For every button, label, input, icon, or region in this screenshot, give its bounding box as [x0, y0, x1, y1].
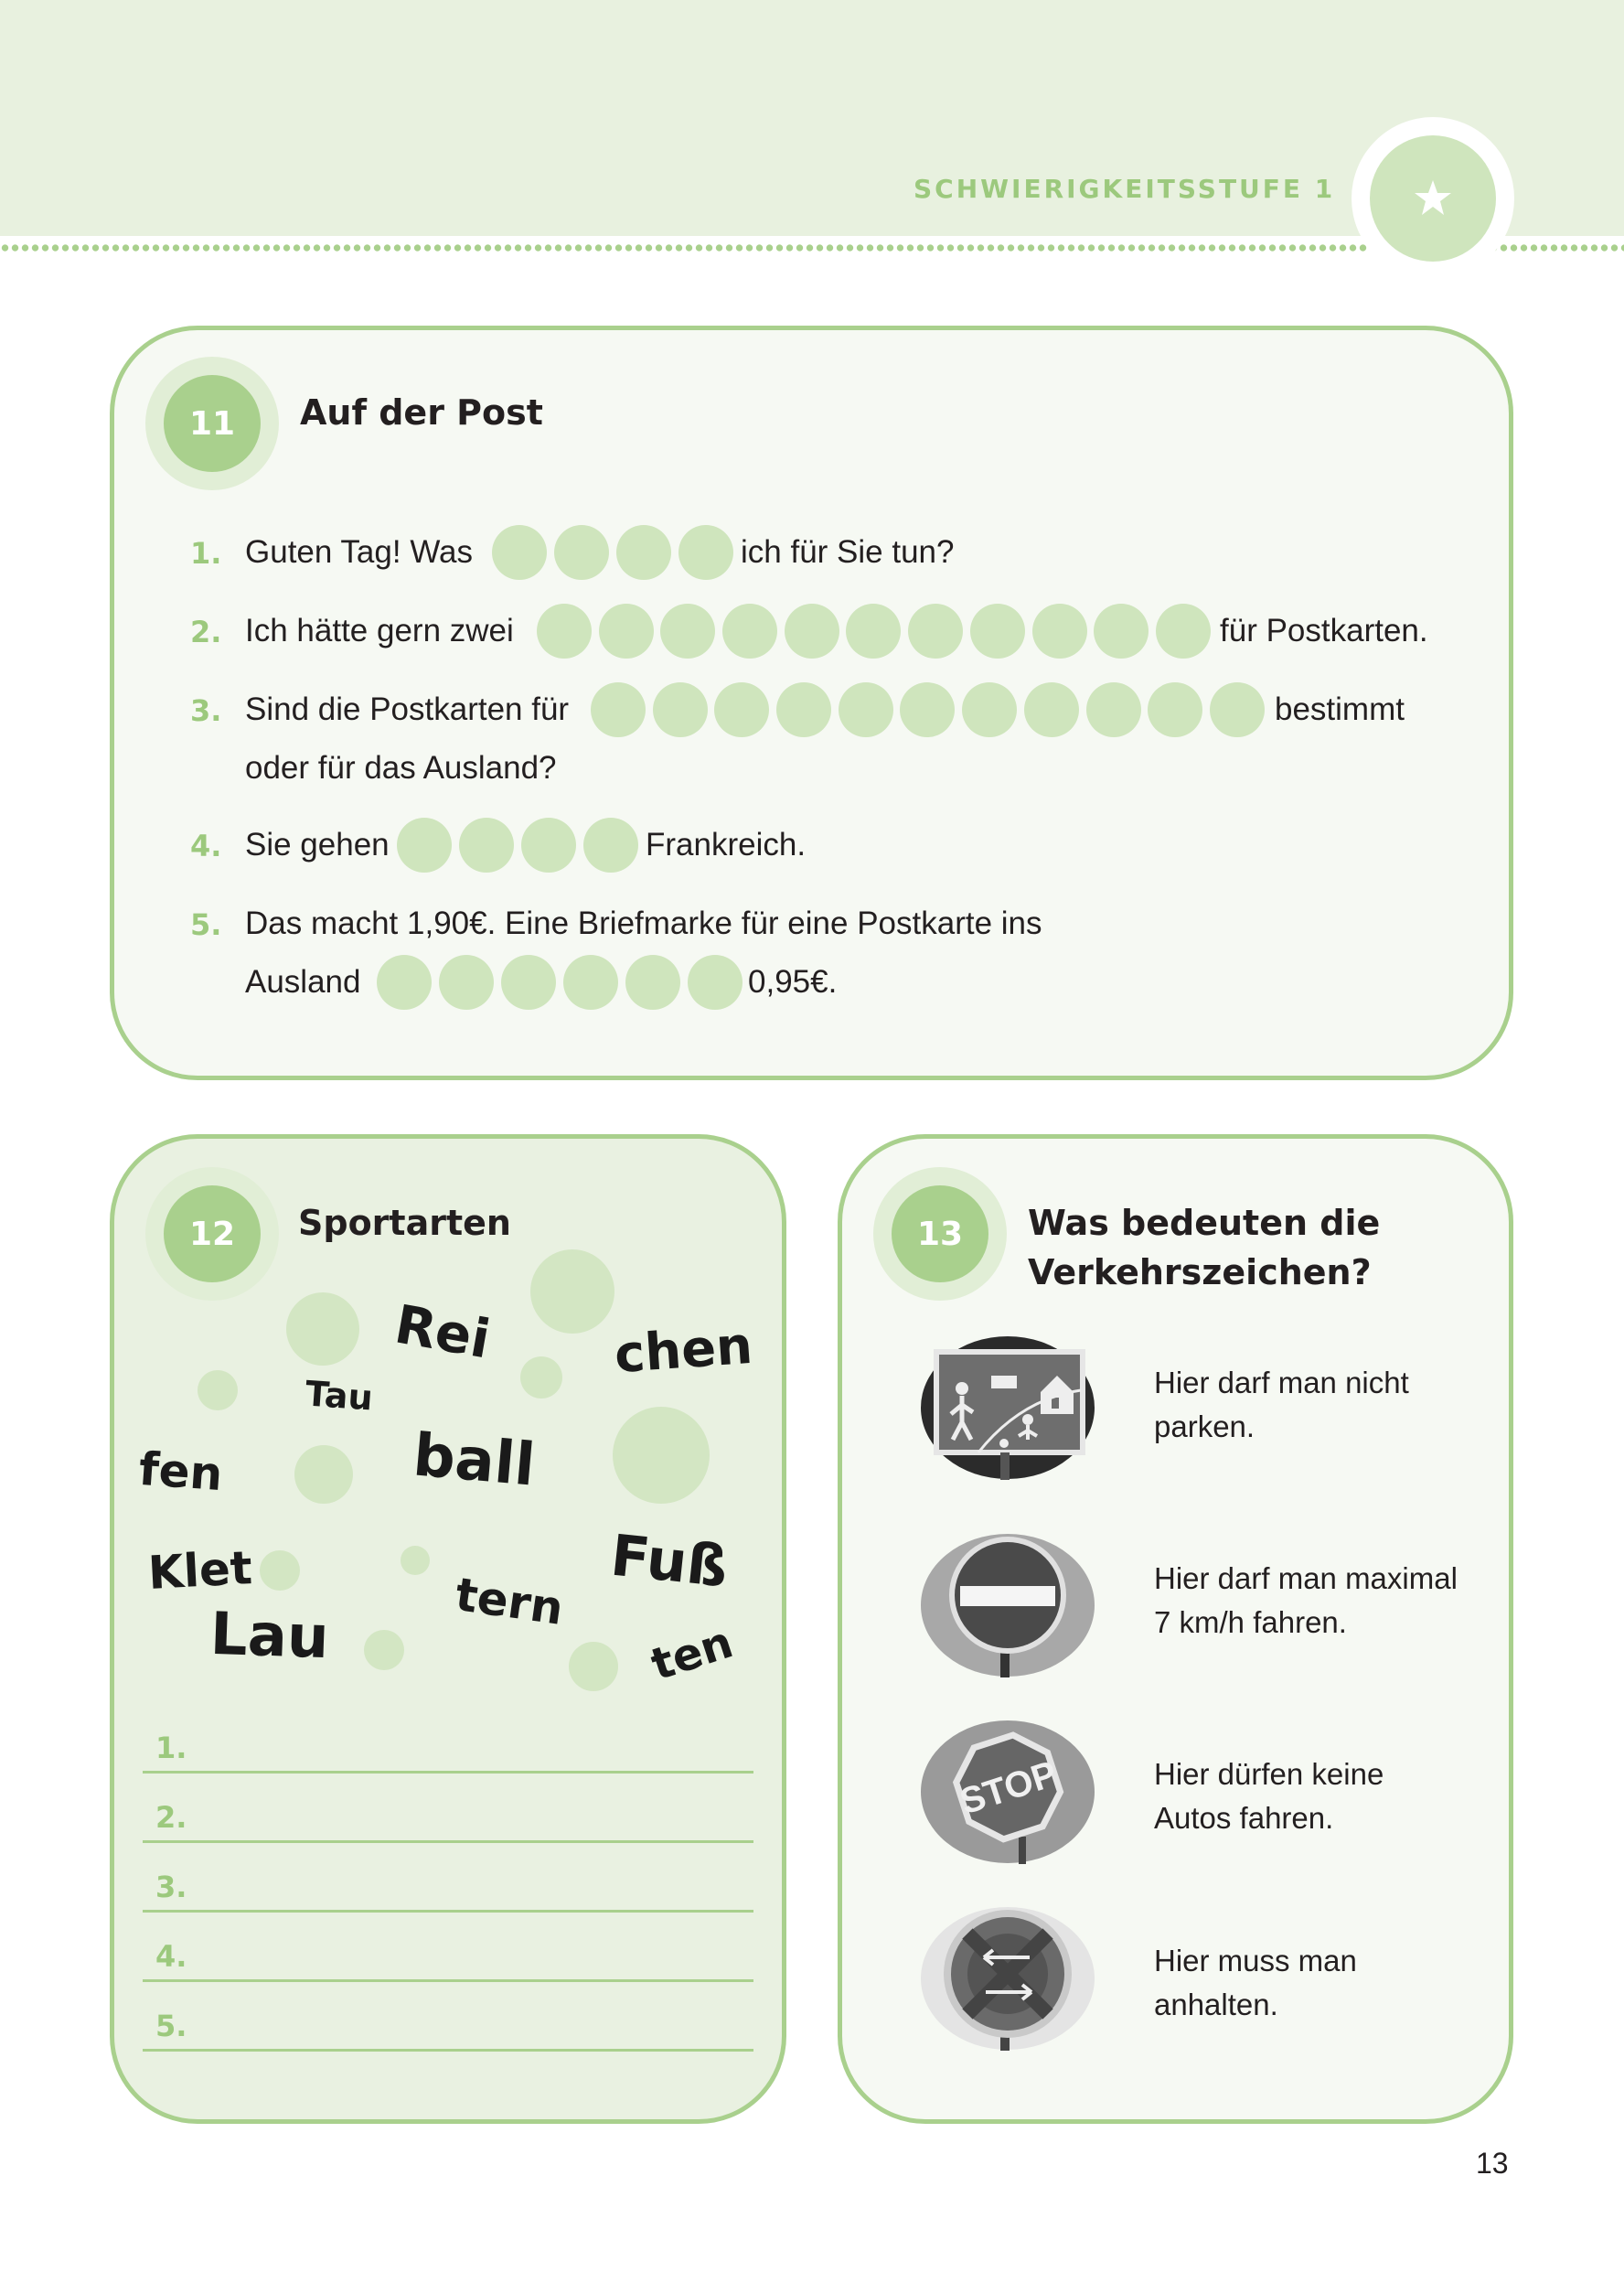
description-line: 7 km/h fahren. — [1154, 1605, 1347, 1639]
decorative-circle — [260, 1550, 300, 1591]
item-text-before: Guten Tag! Was — [245, 534, 474, 570]
item-text-after: für Postkarten. — [1220, 613, 1428, 648]
letter-blanks[interactable] — [397, 818, 638, 873]
description-line: Hier darf man maximal — [1154, 1561, 1458, 1595]
exercise-13-title-line-1: Was bedeuten die — [1028, 1203, 1381, 1243]
exercise-11-number: 11 — [164, 375, 261, 472]
exercise-13-title-line-2: Verkehrszeichen? — [1028, 1252, 1372, 1292]
item-number: 1. — [190, 536, 222, 571]
item-text-before: Sind die Postkarten für — [245, 691, 570, 727]
level-badge — [1370, 135, 1496, 262]
syllable: fen — [137, 1441, 225, 1502]
letter-blanks[interactable] — [492, 525, 733, 580]
no-stopping-sign-icon — [920, 1906, 1095, 2051]
exercise-11-badge — [145, 357, 279, 490]
item-text-after: ich für Sie tun? — [741, 534, 955, 570]
item-number: 3. — [190, 693, 222, 728]
syllable: Rei — [390, 1292, 496, 1371]
syllable: Tau — [304, 1373, 375, 1419]
decorative-circle — [530, 1249, 614, 1334]
decorative-circle — [364, 1630, 404, 1670]
exercise-12-title: Sportarten — [298, 1203, 511, 1243]
answer-line[interactable]: 1. — [143, 1716, 753, 1774]
decorative-circle — [401, 1546, 430, 1575]
answer-line[interactable]: 5. — [143, 1994, 753, 2052]
page-number: 13 — [1476, 2147, 1509, 2180]
item-number: 4. — [190, 829, 222, 863]
exercise-13-badge — [873, 1167, 1007, 1301]
description-line: Hier darf man nicht — [1154, 1366, 1409, 1399]
syllable: Lau — [208, 1600, 330, 1673]
item-text-before: Das macht 1,90€. Eine Briefmarke für eine Postkarte ins — [245, 906, 1042, 941]
syllable: ball — [411, 1421, 538, 1500]
item-text-after: bestimmt — [1275, 691, 1405, 727]
play-street-sign-icon — [920, 1335, 1095, 1480]
answer-line[interactable]: 4. — [143, 1924, 753, 1982]
letter-blanks[interactable] — [537, 604, 1211, 659]
sign-description — [1154, 1361, 1501, 1449]
star-icon — [1413, 178, 1453, 219]
syllable: tern — [452, 1568, 567, 1635]
letter-blanks[interactable] — [377, 955, 743, 1010]
decorative-circle — [569, 1642, 618, 1691]
letter-blanks[interactable] — [591, 682, 1265, 737]
item-text-before: Sie gehen — [245, 827, 390, 863]
item-number: 5. — [190, 907, 222, 942]
item-text-continuation: oder für das Ausland? — [245, 750, 557, 786]
syllable: chen — [612, 1315, 755, 1386]
description-line: Hier dürfen keine — [1154, 1757, 1384, 1791]
syllable: ten — [645, 1616, 740, 1691]
description-line: Hier muss man — [1154, 1944, 1357, 1977]
sign-description — [1154, 1557, 1501, 1645]
item-number: 2. — [190, 615, 222, 649]
item-text-after: Frankreich. — [646, 827, 807, 863]
exercise-11-title: Auf der Post — [300, 392, 543, 433]
stop-sign-icon — [920, 1720, 1095, 1864]
description-line: Autos fahren. — [1154, 1801, 1334, 1835]
sign-description — [1154, 1752, 1501, 1840]
item-text-before: Ich hätte gern zwei — [245, 613, 514, 648]
syllable: Klet — [146, 1541, 254, 1600]
decorative-circle — [613, 1407, 710, 1504]
difficulty-level-label: SCHWIERIGKEITSSTUFE 1 — [914, 174, 1336, 204]
decorative-circle — [286, 1292, 359, 1366]
decorative-circle — [294, 1445, 353, 1504]
syllable: Fuß — [607, 1521, 732, 1601]
description-line: anhalten. — [1154, 1988, 1278, 2021]
item-text-line2: Ausland — [245, 964, 361, 1000]
sign-description — [1154, 1939, 1501, 2027]
answer-line[interactable]: 2. — [143, 1785, 753, 1843]
exercise-12-number: 12 — [164, 1185, 261, 1282]
no-entry-sign-icon — [920, 1533, 1095, 1677]
stop-sign-text: STOP — [955, 1753, 1063, 1823]
answer-line[interactable]: 3. — [143, 1855, 753, 1913]
description-line: parken. — [1154, 1409, 1255, 1443]
decorative-circle — [198, 1370, 238, 1410]
decorative-circle — [520, 1356, 562, 1399]
exercise-13-number: 13 — [892, 1185, 988, 1282]
item-text-after: 0,95€. — [748, 964, 838, 1000]
exercise-12-badge — [145, 1167, 279, 1301]
